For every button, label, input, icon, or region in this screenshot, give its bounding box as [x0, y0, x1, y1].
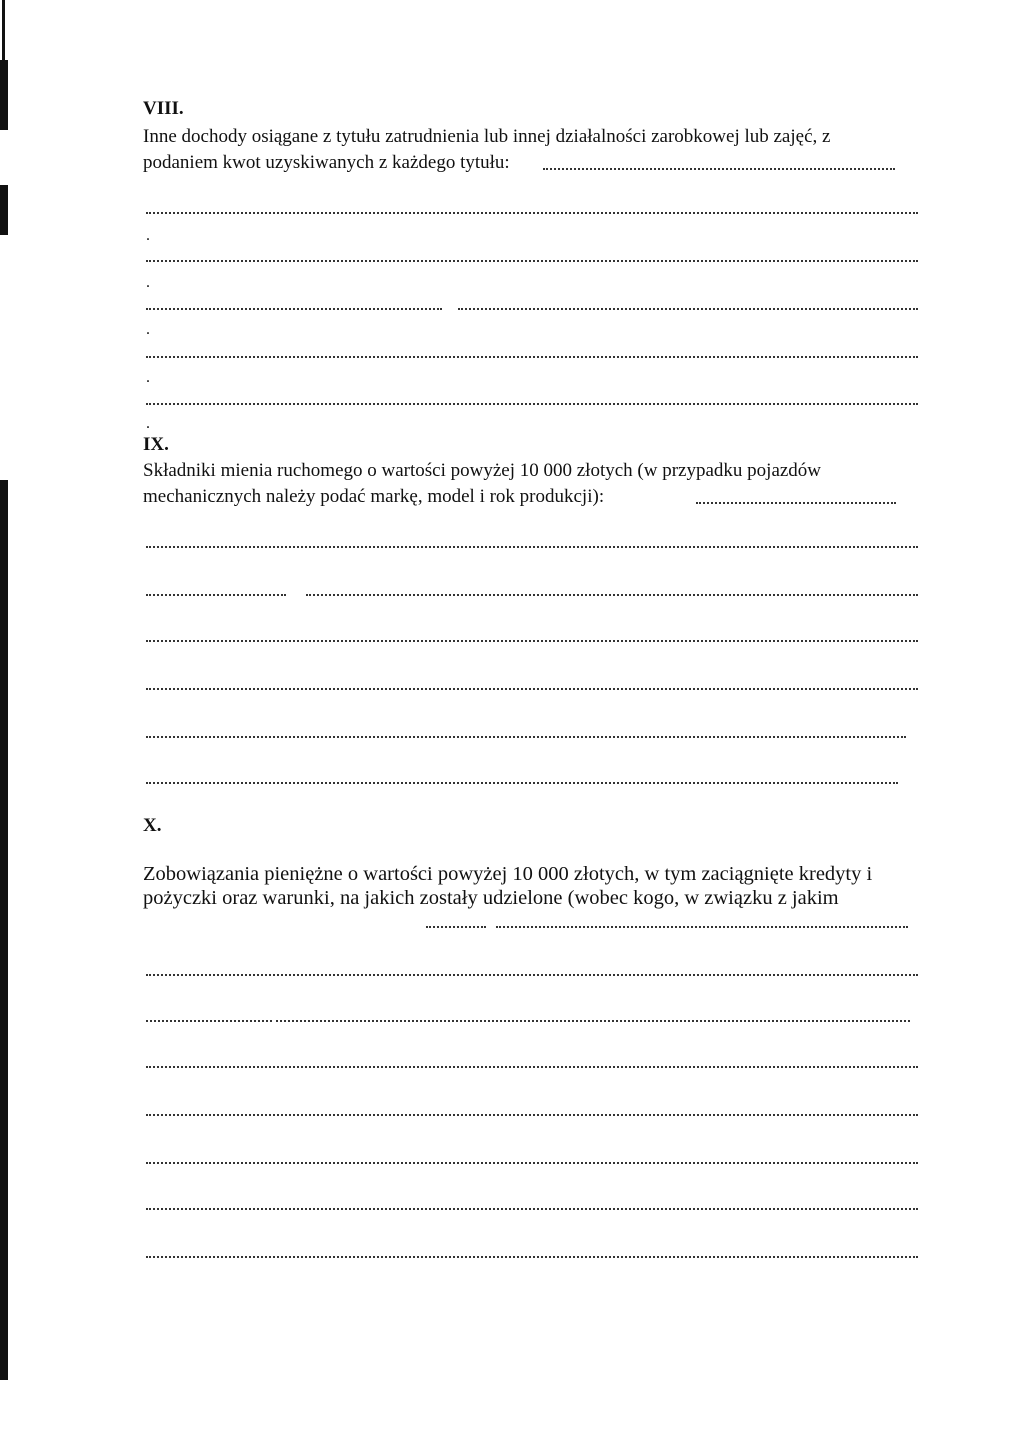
fill-line[interactable]	[458, 308, 918, 310]
fill-line[interactable]	[146, 1256, 918, 1258]
section-text-x-line1: Zobowiązania pieniężne o wartości powyżej 10 000 złotych, w tym zaciągnięte kredyty i	[143, 863, 873, 885]
fill-line[interactable]	[276, 1020, 910, 1022]
section-text-ix-line1: Składniki mienia ruchomego o wartości powyżej 10 000 złotych (w przypadku pojazdów	[143, 460, 822, 481]
fill-line[interactable]	[146, 212, 918, 214]
section-text-x-line2: pożyczki oraz warunki, na jakich zostały udzielone (wobec kogo, w związku z jakim	[143, 887, 839, 909]
bullet-dot: .	[146, 227, 150, 244]
fill-line[interactable]	[146, 1066, 918, 1068]
fill-line[interactable]	[146, 260, 918, 262]
fill-line[interactable]	[146, 688, 918, 690]
fill-line[interactable]	[146, 974, 918, 976]
fill-line[interactable]	[146, 308, 442, 310]
fill-line[interactable]	[146, 356, 918, 358]
fill-line[interactable]	[146, 1114, 918, 1116]
bullet-dot: .	[146, 274, 150, 291]
scan-edge-mark	[2, 0, 5, 60]
fill-line[interactable]	[426, 926, 486, 928]
scan-edge-mark	[0, 60, 8, 130]
fill-line[interactable]	[146, 403, 918, 405]
section-text-viii-line1: Inne dochody osiągane z tytułu zatrudnienia lub innej działalności zarobkowej lub zajęć, z	[143, 126, 831, 147]
fill-line[interactable]	[146, 1020, 272, 1022]
bullet-dot: .	[146, 369, 150, 386]
fill-line[interactable]	[496, 926, 908, 928]
section-heading-x: X.	[143, 815, 162, 836]
fill-line[interactable]	[146, 1162, 918, 1164]
scan-edge-mark	[0, 185, 8, 235]
fill-line[interactable]	[146, 1208, 918, 1210]
fill-line[interactable]	[543, 168, 895, 170]
fill-line[interactable]	[146, 736, 906, 738]
fill-line[interactable]	[696, 502, 896, 504]
section-text-ix-line2: mechanicznych należy podać markę, model i rok produkcji):	[143, 486, 605, 507]
bullet-dot: .	[146, 321, 150, 338]
fill-line[interactable]	[146, 640, 918, 642]
section-heading-ix: IX.	[143, 434, 169, 455]
bullet-dot: .	[146, 415, 150, 432]
fill-line[interactable]	[146, 594, 286, 596]
scan-edge-mark	[0, 480, 8, 1380]
fill-line[interactable]	[146, 782, 898, 784]
section-text-viii-line2: podaniem kwot uzyskiwanych z każdego tytułu:	[143, 152, 510, 173]
fill-line[interactable]	[146, 546, 918, 548]
section-heading-viii: VIII.	[143, 98, 184, 119]
fill-line[interactable]	[306, 594, 918, 596]
